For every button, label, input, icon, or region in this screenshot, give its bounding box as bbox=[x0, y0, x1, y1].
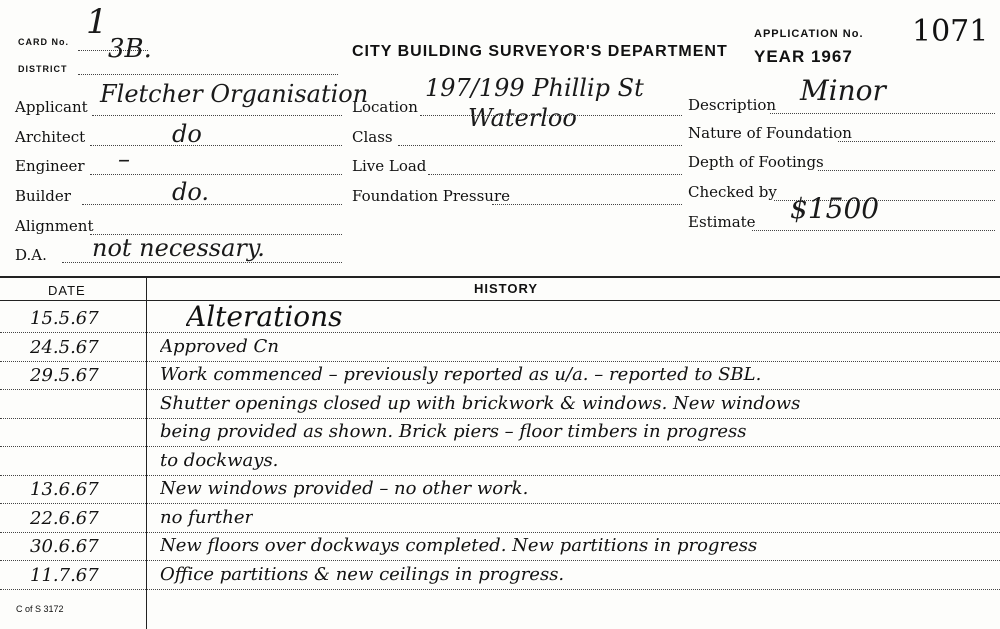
history-rule bbox=[0, 332, 1000, 333]
history-date: 11.7.67 bbox=[30, 564, 99, 586]
history-date: 24.5.67 bbox=[30, 336, 99, 358]
history-text: being provided as shown. Brick piers – floor timbers in progress bbox=[160, 421, 747, 442]
card-no-value: 1 bbox=[86, 2, 108, 42]
history-rule bbox=[0, 560, 1000, 561]
class-line bbox=[398, 145, 682, 146]
history-text: Alterations bbox=[186, 300, 343, 333]
location-value-2: Waterloo bbox=[468, 104, 577, 132]
foundation-pressure-label: Foundation Pressure bbox=[352, 187, 511, 205]
year: YEAR 1967 bbox=[754, 47, 853, 66]
history-text: Approved Cn bbox=[160, 335, 279, 357]
history-rule bbox=[0, 446, 1000, 447]
da-line bbox=[62, 262, 342, 263]
class-label: Class bbox=[352, 128, 393, 146]
history-date: 30.6.67 bbox=[30, 536, 99, 557]
builder-label: Builder bbox=[15, 187, 71, 205]
architect-label: Architect bbox=[15, 128, 86, 146]
applicant-value: Fletcher Organisation bbox=[100, 80, 369, 108]
estimate-value: $1500 bbox=[790, 192, 880, 225]
nature-line bbox=[838, 141, 995, 142]
checked-label: Checked by bbox=[688, 183, 777, 201]
location-label: Location bbox=[352, 98, 418, 116]
table-header-border bbox=[0, 300, 1000, 301]
builder-value: do. bbox=[172, 178, 210, 206]
history-date: 15.5.67 bbox=[30, 308, 99, 329]
description-label: Description bbox=[688, 96, 777, 114]
history-rule bbox=[0, 475, 1000, 476]
date-column-divider bbox=[146, 276, 147, 629]
applicant-label: Applicant bbox=[15, 98, 88, 116]
history-rule bbox=[0, 532, 1000, 533]
history-date: 29.5.67 bbox=[30, 365, 99, 386]
history-rule bbox=[0, 389, 1000, 390]
history-header: HISTORY bbox=[474, 281, 539, 296]
depth-label: Depth of Footings bbox=[688, 153, 824, 171]
history-date: 13.6.67 bbox=[30, 479, 99, 500]
district-line bbox=[78, 74, 338, 75]
card-no-label: CARD No. bbox=[18, 37, 69, 47]
estimate-label: Estimate bbox=[688, 213, 756, 231]
da-label: D.A. bbox=[15, 246, 47, 264]
foundation-pressure-line bbox=[492, 204, 682, 205]
location-line bbox=[420, 115, 682, 116]
history-rule bbox=[0, 418, 1000, 419]
applicant-line bbox=[92, 115, 342, 116]
live-load-label: Live Load bbox=[352, 157, 427, 175]
district-value: 3B. bbox=[108, 34, 152, 64]
live-load-line bbox=[428, 174, 682, 175]
history-rule bbox=[0, 361, 1000, 362]
history-text: no further bbox=[160, 506, 254, 528]
location-value: 197/199 Phillip St bbox=[425, 74, 644, 102]
history-text: Work commenced – previously reported as u/a. – reported to SBL. bbox=[160, 364, 762, 385]
description-value: Minor bbox=[800, 74, 886, 107]
history-rule bbox=[0, 503, 1000, 504]
engineer-label: Engineer bbox=[15, 157, 85, 175]
da-value: not necessary. bbox=[92, 234, 265, 262]
application-number: 1071 bbox=[912, 14, 989, 49]
history-text: to dockways. bbox=[160, 449, 279, 471]
history-date: 22.6.67 bbox=[30, 507, 99, 529]
district-label: DISTRICT bbox=[18, 64, 68, 74]
alignment-label: Alignment bbox=[15, 217, 94, 235]
history-text: New windows provided – no other work. bbox=[160, 478, 529, 499]
nature-label: Nature of Foundation bbox=[688, 124, 852, 142]
history-text: Office partitions & new ceilings in progress. bbox=[160, 563, 565, 585]
description-line bbox=[770, 113, 995, 114]
engineer-value: – bbox=[118, 145, 130, 173]
history-text: New floors over dockways completed. New partitions in progress bbox=[160, 535, 758, 556]
builder-line bbox=[82, 204, 342, 205]
estimate-line bbox=[752, 230, 995, 231]
depth-line bbox=[818, 170, 995, 171]
application-label: APPLICATION No. bbox=[754, 28, 864, 40]
table-top-border bbox=[0, 276, 1000, 278]
engineer-line bbox=[90, 174, 342, 175]
architect-value: do bbox=[172, 120, 202, 148]
department-title: CITY BUILDING SURVEYOR'S DEPARTMENT bbox=[352, 43, 728, 60]
date-header: DATE bbox=[48, 283, 86, 298]
history-text: Shutter openings closed up with brickwork & windows. New windows bbox=[160, 392, 801, 414]
form-code: C of S 3172 bbox=[16, 604, 64, 614]
history-rule bbox=[0, 589, 1000, 590]
